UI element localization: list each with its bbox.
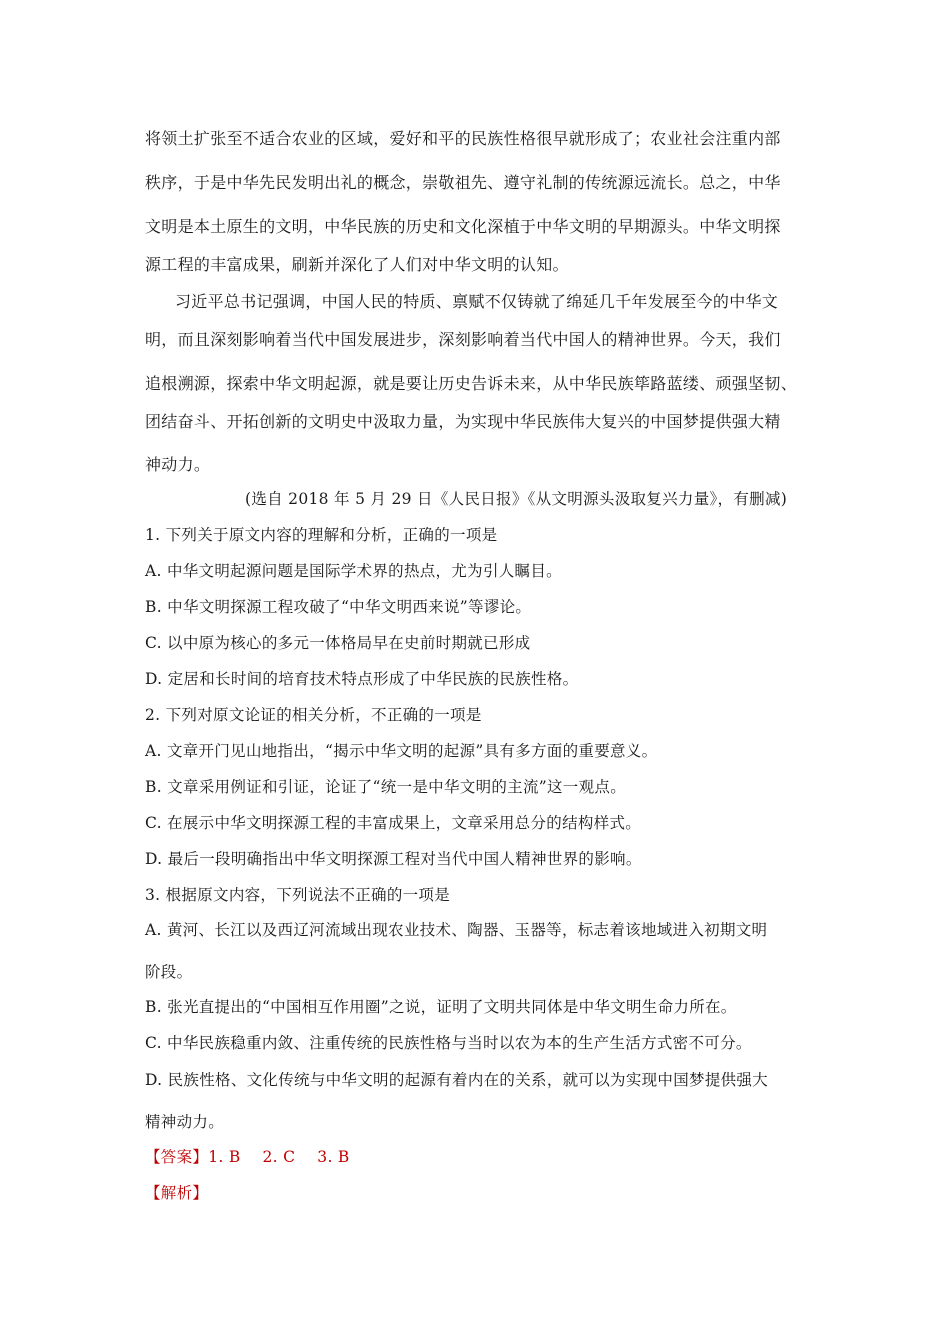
question-2-option-c: C. 在展示中华文明探源工程的丰富成果上，文章采用总分的结构样式。 <box>145 814 642 832</box>
passage-line-2: 秩序，于是中华先民发明出礼的概念，崇敬祖先、遵守礼制的传统源远流长。总之，中华 <box>145 173 781 192</box>
passage-source: (选自 2018 年 5 月 29 日《人民日报》《从文明源头汲取复兴力量》，有删减) <box>245 490 788 508</box>
question-3-option-b: B. 张光直提出的“中国相互作用圈”之说，证明了文明共同体是中华文明生命力所在。 <box>145 998 737 1016</box>
answer-values <box>208 1148 371 1166</box>
question-1-option-a: A. 中华文明起源问题是国际学术界的热点，尤为引人瞩目。 <box>145 562 562 580</box>
answer-3: 3. B <box>317 1148 350 1166</box>
answer-label: 【答案】 <box>145 1148 209 1166</box>
question-3-option-a: A. 黄河、长江以及西辽河流域出现农业技术、陶器、玉器等，标志着该地域进入初期文明 <box>145 921 768 939</box>
passage-line-9: 神动力。 <box>145 455 211 474</box>
question-2-option-d: D. 最后一段明确指出中华文明探源工程对当代中国人精神世界的影响。 <box>145 850 642 868</box>
answer-2: 2. C <box>262 1148 296 1166</box>
passage-line-1: 将领土扩张至不适合农业的区域，爱好和平的民族性格很早就形成了；农业社会注重内部 <box>145 129 781 148</box>
passage-line-3: 文明是本土原生的文明，中华民族的历史和文化深植于中华文明的早期源头。中华文明探 <box>145 217 781 236</box>
passage-line-7: 追根溯源，探索中华文明起源，就是要让历史告诉未来，从中华民族筚路蓝缕、顽强坚韧、 <box>145 374 798 393</box>
analysis-label: 【解析】 <box>145 1184 209 1202</box>
passage-line-8: 团结奋斗、开拓创新的文明史中汲取力量，为实现中华民族伟大复兴的中国梦提供强大精 <box>145 412 781 431</box>
passage-line-6: 明，而且深刻影响着当代中国发展进步，深刻影响着当代中国人的精神世界。今天，我们 <box>145 330 781 349</box>
question-1-option-b: B. 中华文明探源工程攻破了“中华文明西来说”等谬论。 <box>145 598 532 616</box>
answer-1: 1. B <box>208 1148 241 1166</box>
question-3-option-d: D. 民族性格、文化传统与中华文明的起源有着内在的关系，就可以为实现中国梦提供强大 <box>145 1071 769 1089</box>
question-3-option-d-cont: 精神动力。 <box>145 1113 225 1131</box>
question-1-stem: 1. 下列关于原文内容的理解和分析，正确的一项是 <box>145 526 498 544</box>
question-3-stem: 3. 根据原文内容，下列说法不正确的一项是 <box>145 886 451 904</box>
question-2-option-b: B. 文章采用例证和引证，论证了“统一是中华文明的主流”这一观点。 <box>145 778 626 796</box>
question-1-option-c: C. 以中原为核心的多元一体格局早在史前时期就已形成 <box>145 634 531 652</box>
passage-line-4: 源工程的丰富成果，刷新并深化了人们对中华文明的认知。 <box>145 255 569 274</box>
question-2-stem: 2. 下列对原文论证的相关分析，不正确的一项是 <box>145 706 482 724</box>
passage-line-5: 习近平总书记强调，中国人民的特质、禀赋不仅铸就了绵延几千年发展至今的中华文 <box>175 292 779 311</box>
question-3-option-a-cont: 阶段。 <box>145 963 193 981</box>
answer-line <box>145 1145 372 1167</box>
question-3-option-c: C. 中华民族稳重内敛、注重传统的民族性格与当时以农为本的生产生活方式密不可分。 <box>145 1034 752 1052</box>
question-2-option-a: A. 文章开门见山地指出，“揭示中华文明的起源”具有多方面的重要意义。 <box>145 742 658 760</box>
question-1-option-d: D. 定居和长时间的培育技术特点形成了中华民族的民族性格。 <box>145 670 579 688</box>
